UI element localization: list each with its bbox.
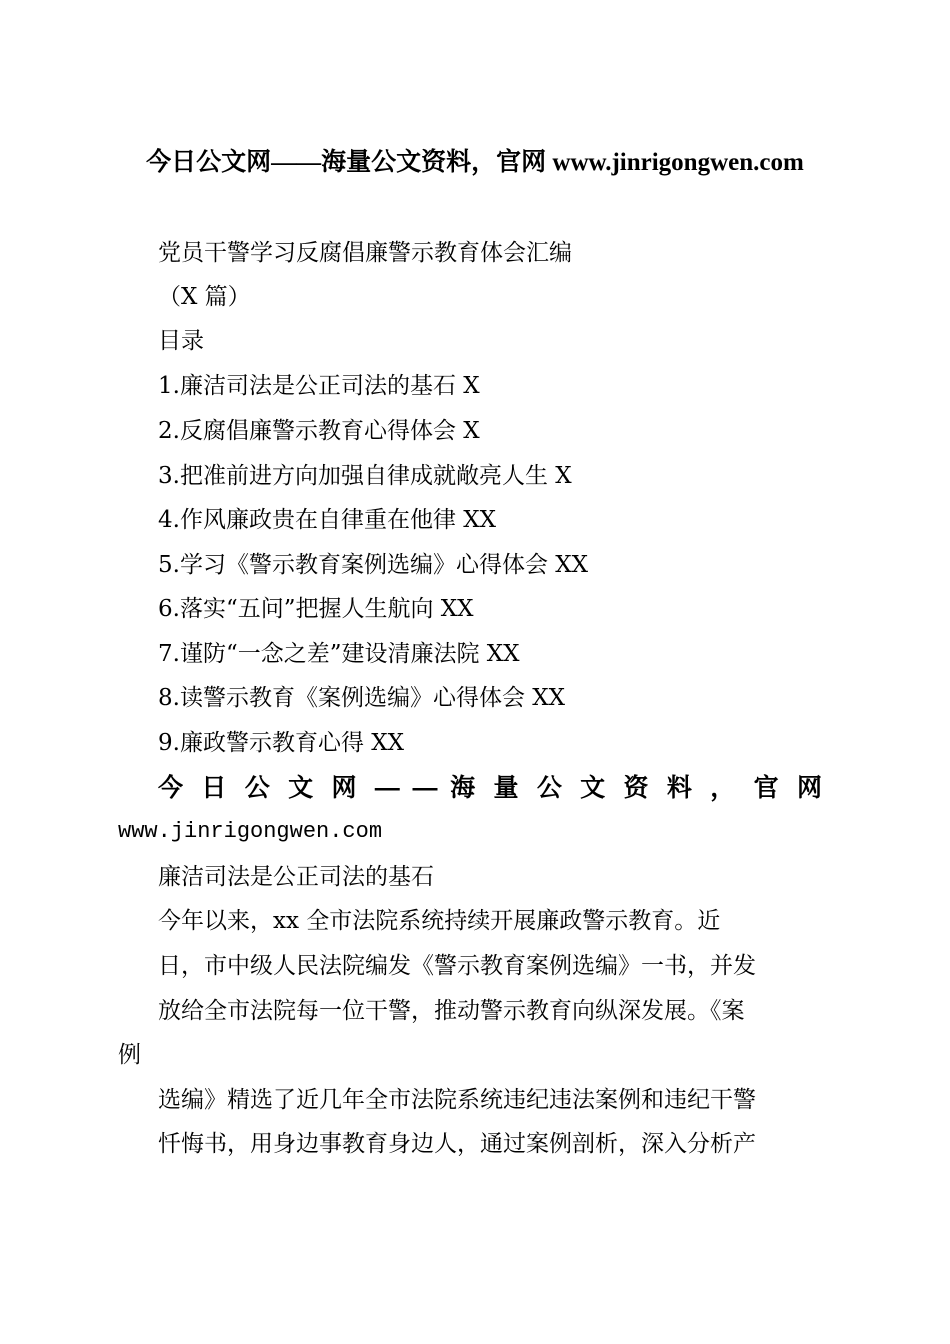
document-title: 党员干警学习反腐倡廉警示教育体会汇编	[158, 240, 572, 266]
body-line: 例	[118, 1042, 141, 1068]
toc-item: 2.反腐倡廉警示教育心得体会 X	[158, 418, 480, 444]
body-line: 放给全市法院每一位干警，推动警示教育向纵深发展。《案	[158, 998, 745, 1024]
body-line: 日，市中级人民法院编发《警示教育案例选编》一书，并发	[158, 953, 756, 979]
site-header: 今日公文网——海量公文资料，官网 www.jinrigongwen.com	[146, 149, 804, 176]
site-url: www.jinrigongwen.com	[118, 819, 383, 844]
body-line: 忏悔书，用身边事教育身边人，通过案例剖析，深入分析产	[158, 1131, 756, 1157]
toc-item: 7.谨防“一念之差”建设清廉法院 XX	[158, 641, 520, 667]
toc-item: 3.把准前进方向加强自律成就敞亮人生 X	[158, 463, 572, 489]
toc-label: 目录	[158, 328, 204, 354]
site-banner: 今 日 公 文 网 — — 海 量 公 文 资 料 ， 官 网	[158, 774, 822, 802]
toc-item: 8.读警示教育《案例选编》心得体会 XX	[158, 685, 566, 711]
body-line: 选编》精选了近几年全市法院系统违纪违法案例和违纪干警	[158, 1087, 756, 1113]
body-line: 今年以来，xx 全市法院系统持续开展廉政警示教育。近	[158, 908, 721, 934]
toc-item: 6.落实“五问”把握人生航向 XX	[158, 596, 474, 622]
toc-item: 5.学习《警示教育案例选编》心得体会 XX	[158, 552, 589, 578]
toc-item: 1.廉洁司法是公正司法的基石 X	[158, 373, 480, 399]
count-note: （X 篇）	[158, 284, 251, 310]
toc-item: 4.作风廉政贵在自律重在他律 XX	[158, 507, 497, 533]
toc-item: 9.廉政警示教育心得 XX	[158, 730, 405, 756]
article-title: 廉洁司法是公正司法的基石	[158, 864, 434, 890]
